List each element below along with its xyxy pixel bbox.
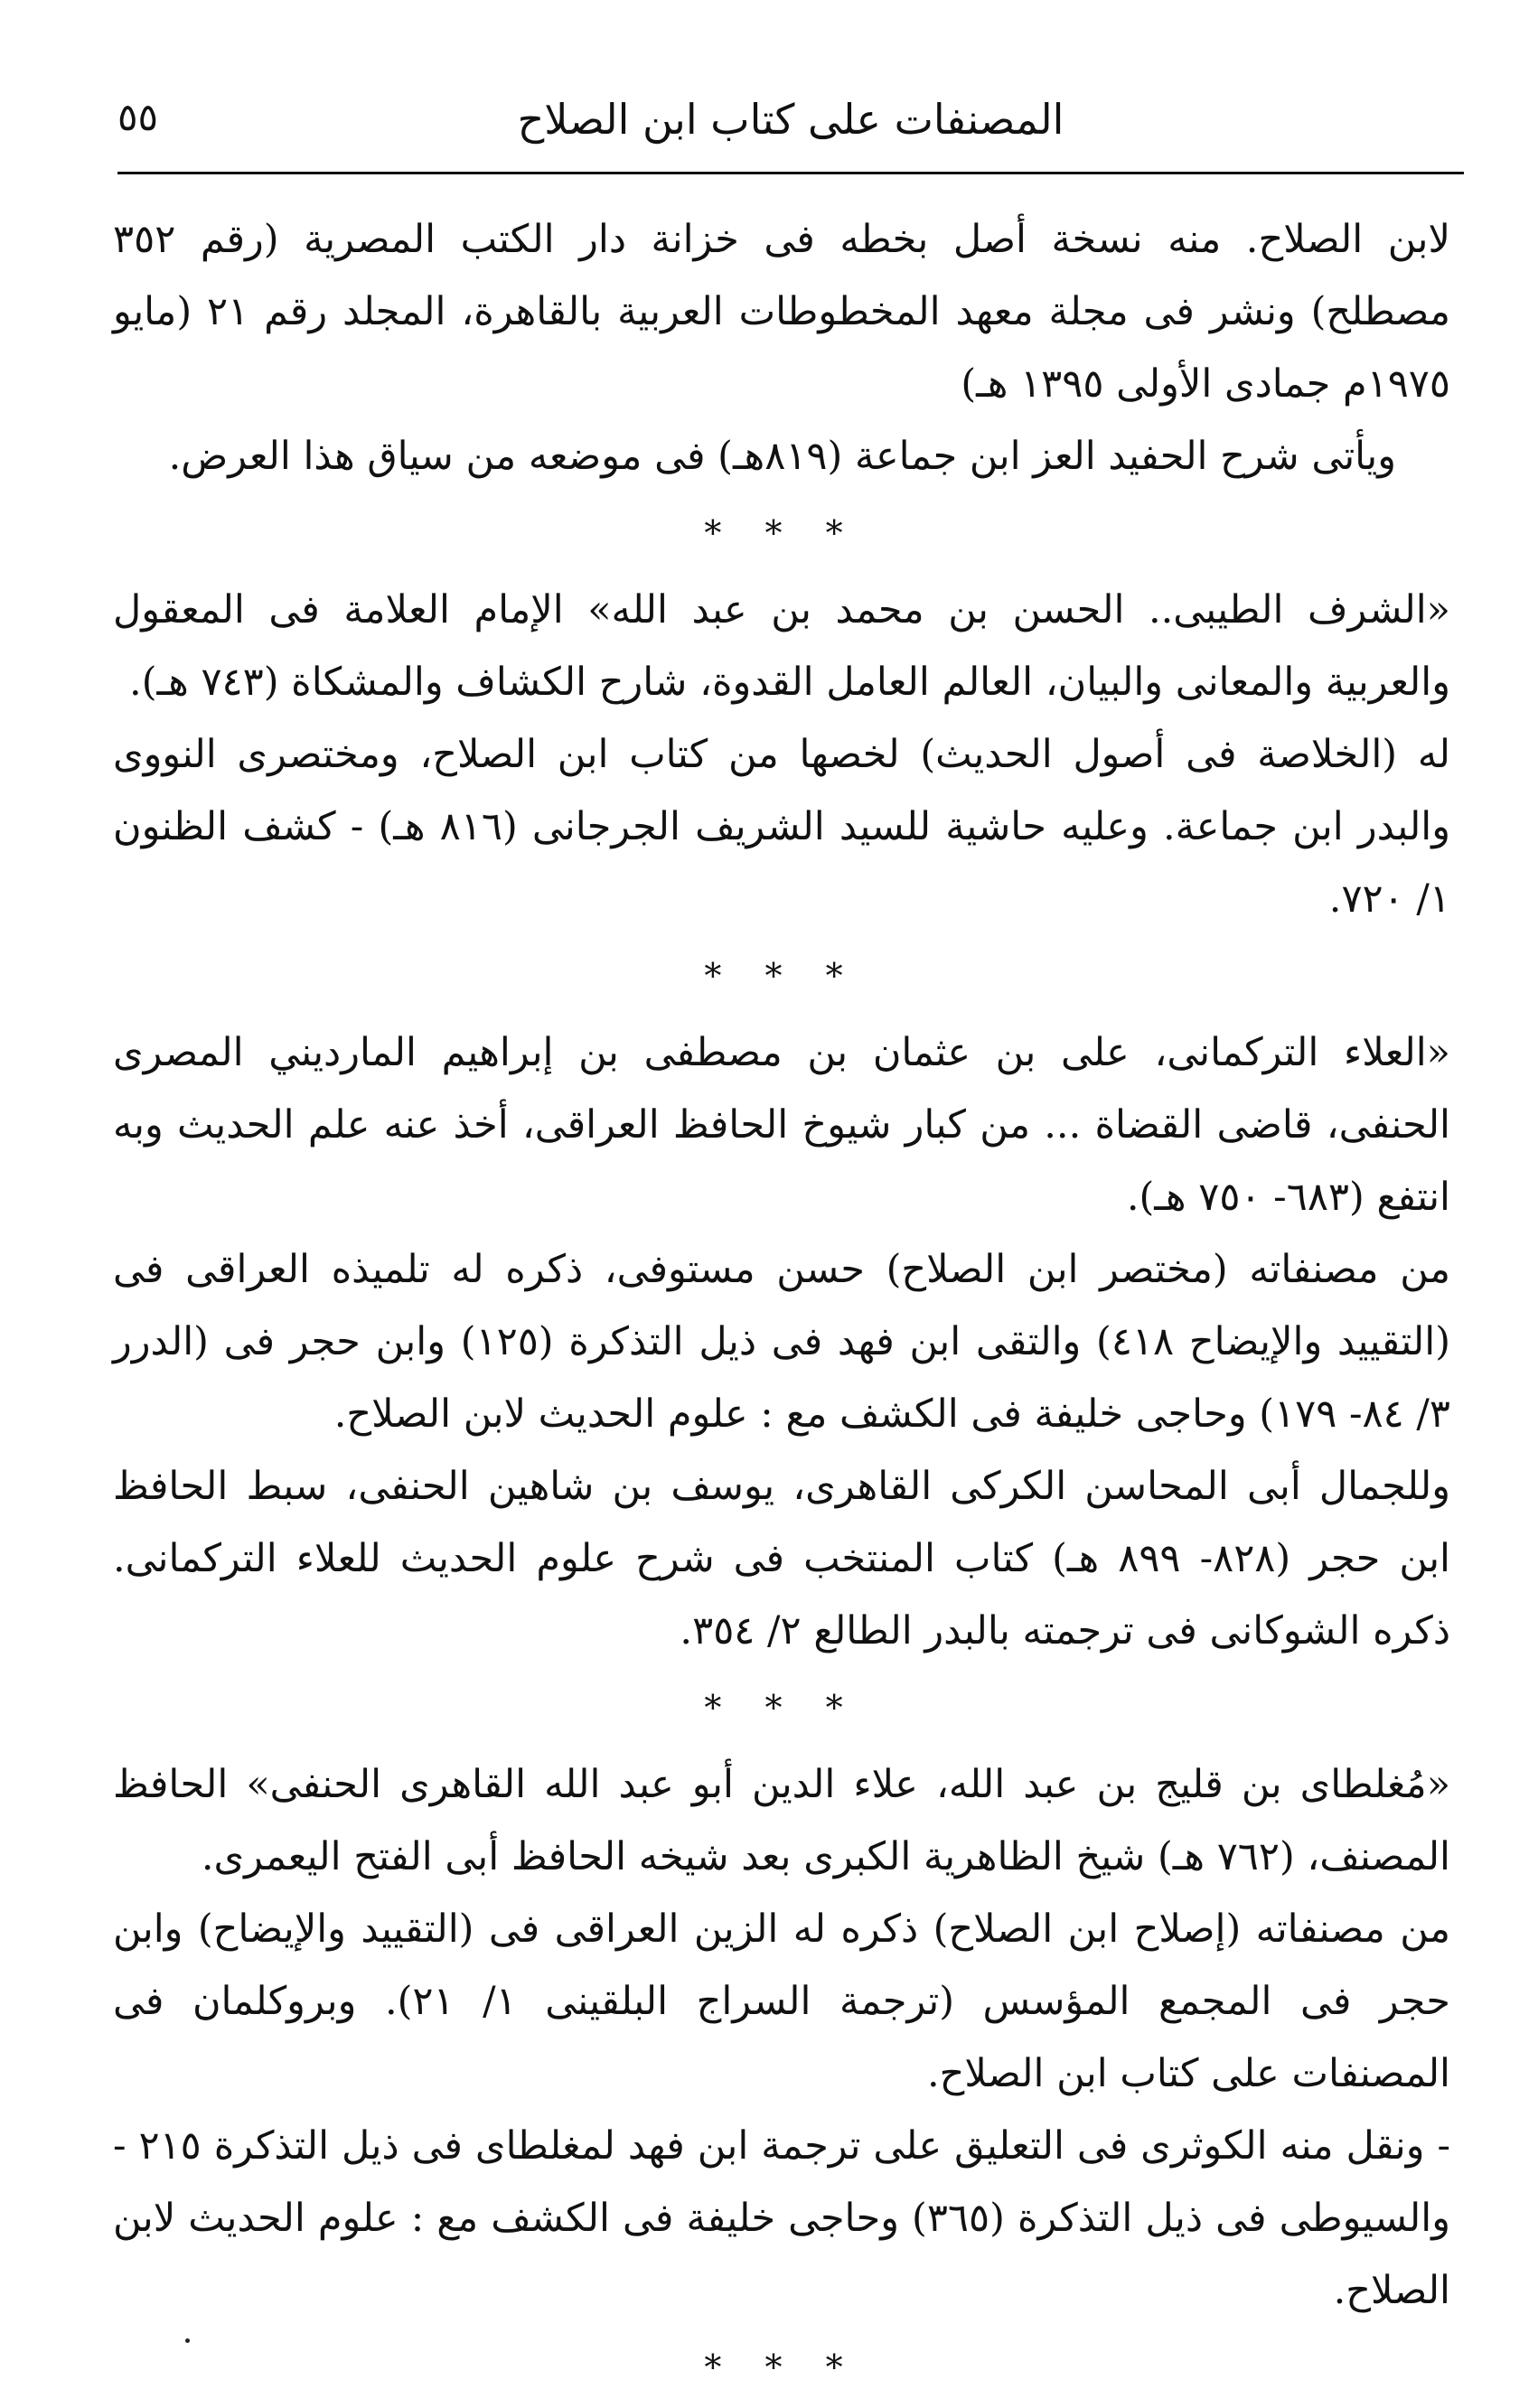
running-title: المصنفات على كتاب ابن الصلاح [517,95,1064,144]
section-divider-3: * * * [704,1688,859,1728]
section-divider-4: * * * [704,2347,859,2387]
paragraph-4: له (الخلاصة فى أصول الحديث) لخصها من كتاب ابن الصلاح، ومختصرى النووى والبدر ابن جماعة. وعليه حاشية للسيد الشريف الجرجانى (٨١٦ هـ) - كشف الظنون ١/ ٧٢٠. [113,732,1451,922]
body-text [113,203,1450,2408]
header-rule [117,172,1464,174]
paragraph-2: ويأتى شرح الحفيد العز ابن جماعة (٨١٩هـ) فى موضعه من سياق هذا العرض. [168,434,1396,479]
section-divider-2: * * * [704,956,859,996]
section-divider-1: * * * [704,513,859,553]
paragraph-8: «مُغلطاى بن قليج بن عبد الله، علاء الدين أبو عبد الله القاهرى الحنفى» الحافظ المصنف، (٧٦٢ هـ) شيخ الظاهرية الكبرى بعد شيخه الحافظ أبى الفتح اليعمرى. [113,1762,1450,1879]
paragraph-9: من مصنفاته (إصلاح ابن الصلاح) ذكره له الزين العراقى فى (التقييد والإيضاح) وابن حجر فى المجمع المؤسس (ترجمة السراج البلقينى ١/ ٢١). وبروكلمان فى المصنفات على كتاب ابن الصلاح. [113,1907,1450,2096]
stray-ink-dot [185,2338,190,2343]
paragraph-7: وللجمال أبى المحاسن الكركى القاهرى، يوسف بن شاهين الحنفى، سبط الحافظ ابن حجر (٨٢٨- ٨٩٩ هـ) كتاب المنتخب فى شرح علوم الحديث للعلاء التركمانى. ذكره الشوكانى فى ترجمته بالبدر الطالع ٢/ ٣٥٤. [113,1464,1450,1654]
page-header [117,86,1464,172]
paragraph-3: «الشرف الطيبى.. الحسن بن محمد بن عبد الله» الإمام العلامة فى المعقول والعربية والمعانى والبيان، العالم العامل القدوة، شارح الكشاف والمشكاة (٧٤٣ هـ). [113,587,1450,705]
paragraph-1: لابن الصلاح. منه نسخة أصل بخطه فى خزانة دار الكتب المصرية (رقم ٣٥٢ مصطلح) ونشر فى مجلة معهد المخطوطات العربية بالقاهرة، المجلد رقم ٢١ (مايو ١٩٧٥م جمادى الأولى ١٣٩٥ هـ) [113,217,1450,407]
paragraph-6: من مصنفاته (مختصر ابن الصلاح) حسن مستوفى، ذكره له تلميذه العراقى فى (التقييد والإيضاح ٤١٨) والتقى ابن فهد فى ذيل التذكرة (١٢٥) وابن حجر فى (الدرر ٣/ ٨٤- ١٧٩) وحاجى خليفة فى الكشف مع : علوم الحديث لابن الصلاح. [113,1247,1451,1437]
page-number: ٥٥ [117,95,159,139]
paragraph-10: - ونقل منه الكوثرى فى التعليق على ترجمة ابن فهد لمغلطاى فى ذيل التذكرة ٢١٥ - والسيوطى فى ذيل التذكرة (٣٦٥) وحاجى خليفة فى الكشف مع : علوم الحديث لابن الصلاح. [113,2123,1450,2313]
paragraph-5: «العلاء التركمانى، على بن عثمان بن مصطفى بن إبراهيم المارديني المصرى الحنفى، قاضى القضاة ... من كبار شيوخ الحافظ العراقى، أخذ عنه علم الحديث وبه انتفع (٦٨٣- ٧٥٠ هـ). [113,1030,1450,1220]
